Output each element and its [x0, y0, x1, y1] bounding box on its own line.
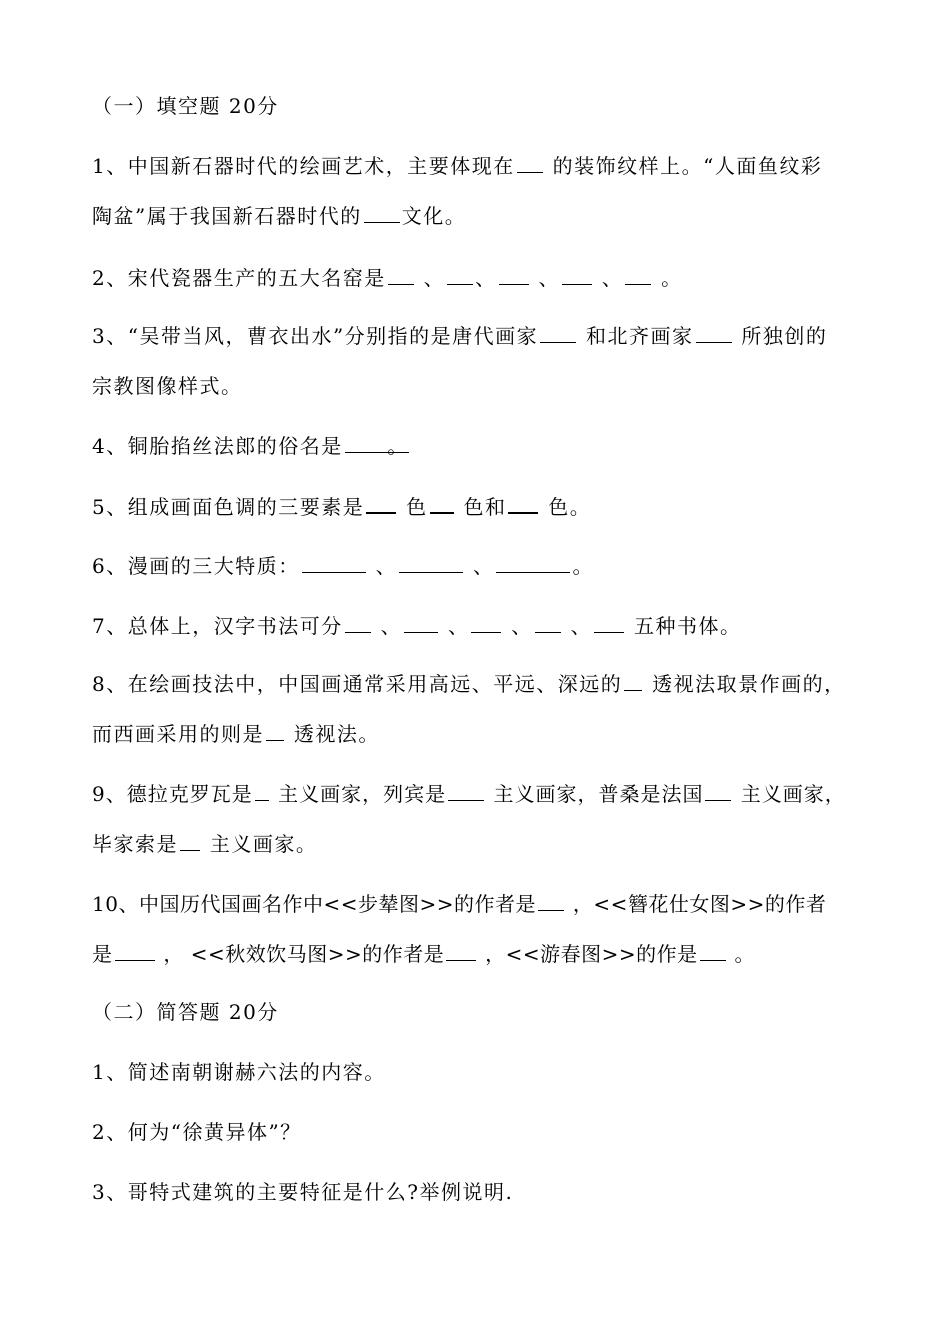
q9-text-f: 主义画家。 [202, 832, 318, 856]
q7-end: 五种书体。 [626, 614, 742, 638]
q6-end: 。 [572, 554, 594, 578]
q1-text-a: 1、中国新石器时代的绘画艺术，主要体现在 [92, 154, 515, 178]
q6-blank-1[interactable] [302, 552, 366, 573]
q6-blank-2[interactable] [399, 552, 463, 573]
q1-text-c: 陶盆”属于我国新石器时代的 [92, 204, 362, 228]
q7-sep-3: 、 [503, 614, 533, 638]
q5-text-b: 色 [398, 495, 428, 519]
q8-blank-1[interactable] [624, 670, 642, 691]
q5-blank-2[interactable] [430, 492, 454, 514]
q9-blank-3[interactable] [705, 780, 731, 801]
q2-sep-1: 、 [415, 266, 446, 290]
q6-sep-1: 、 [367, 554, 398, 578]
q10-text-c: 是 [92, 942, 113, 966]
q5-blank-1[interactable] [366, 492, 396, 514]
q2-sep-3: 、 [530, 266, 560, 290]
q4-text-a: 4、铜胎掐丝法郎的俗名是 [92, 434, 343, 458]
q7-blank-2[interactable] [404, 612, 438, 633]
q5-blank-3[interactable] [508, 492, 538, 514]
q10-text-b: ，<<簪花仕女图>>的作者 [565, 892, 827, 916]
section-heading-fill-blank: （一）填空题 20分 [92, 94, 279, 118]
q2-blank-3[interactable] [499, 264, 529, 285]
q7-sep-2: 、 [440, 614, 470, 638]
q10-blank-1[interactable] [538, 890, 564, 911]
q2-sep-4: 、 [593, 266, 624, 290]
q2-blank-5[interactable] [625, 264, 651, 285]
q6-sep-2: 、 [465, 554, 495, 578]
question-3-line-1 [92, 322, 827, 350]
q10-text-f: 。 [727, 942, 755, 966]
question-6 [92, 552, 594, 580]
question-5 [92, 492, 591, 521]
q2-blank-2[interactable] [447, 264, 473, 285]
q5-text-c: 色和 [455, 495, 507, 519]
q4-blank-1[interactable]: 。 [345, 432, 409, 453]
question-10-line-1 [92, 890, 826, 918]
q3-blank-2[interactable] [696, 322, 732, 343]
q1-blank-2[interactable] [364, 202, 400, 223]
q2-end: 。 [653, 266, 683, 290]
q9-blank-2[interactable] [448, 780, 484, 801]
q2-text-a: 2、宋代瓷器生产的五大名窑是 [92, 266, 386, 290]
short-answer-2: 2、何为“徐黄异体”？ [92, 1120, 302, 1144]
q1-blank-1[interactable] [517, 152, 543, 173]
q3-blank-1[interactable] [540, 322, 576, 343]
q9-blank-4[interactable] [180, 830, 200, 851]
q1-text-d: 文化。 [401, 204, 467, 228]
q8-text-d: 透视法。 [286, 722, 380, 746]
question-2 [92, 264, 683, 292]
q9-blank-1[interactable] [255, 780, 269, 801]
question-1-line-1 [92, 152, 822, 180]
question-10-line-2 [92, 940, 755, 968]
q2-blank-4[interactable] [562, 264, 592, 285]
q10-text-a: 10、中国历代国画名作中<<步辇图>>的作者是 [92, 892, 536, 916]
q8-text-b: 透视法取景作画的， [644, 672, 846, 696]
short-answer-3: 3、哥特式建筑的主要特征是什么?举例说明. [92, 1180, 514, 1204]
q9-text-e: 毕家索是 [92, 832, 178, 856]
q8-text-a: 8、在绘画技法中，中国画通常采用高远、平远、深远的 [92, 672, 623, 696]
q8-blank-2[interactable] [266, 720, 284, 741]
section-heading-short-answer: （二）简答题 20分 [92, 1000, 279, 1024]
question-8-line-1 [92, 670, 846, 698]
question-4 [92, 432, 411, 460]
question-9-line-1 [92, 780, 846, 808]
q10-blank-2[interactable] [115, 940, 155, 961]
q3-text-b: 和北齐画家 [578, 324, 694, 348]
q5-text-d: 色。 [540, 495, 592, 519]
q7-blank-4[interactable] [535, 612, 561, 633]
q10-blank-3[interactable] [446, 940, 476, 961]
q3-text-a: 3、“吴带当风，曹衣出水”分别指的是唐代画家 [92, 324, 539, 348]
q7-blank-5[interactable] [594, 612, 624, 633]
question-3-line-2: 宗教图像样式。 [92, 374, 243, 398]
q10-text-d: ， <<秋效饮马图>>的作者是 [156, 942, 445, 966]
q7-sep-1: 、 [372, 614, 403, 638]
q9-text-a: 9、德拉克罗瓦是 [92, 782, 253, 806]
q7-text-a: 7、总体上，汉字书法可分 [92, 614, 343, 638]
q9-text-c: 主义画家，普桑是法国 [486, 782, 704, 806]
question-9-line-2 [92, 830, 317, 858]
q2-sep-2: 、 [475, 266, 497, 290]
question-1-line-2 [92, 202, 466, 230]
q9-text-d: 主义画家， [733, 782, 846, 806]
q8-text-c: 而西画采用的则是 [92, 722, 264, 746]
q6-blank-3[interactable] [496, 552, 570, 573]
q10-text-e: ，<<游春图>>的作是 [478, 942, 698, 966]
q6-text-a: 6、漫画的三大特质： [92, 554, 300, 578]
question-8-line-2 [92, 720, 380, 748]
q3-text-c: 所独创的 [733, 324, 828, 348]
question-7 [92, 612, 742, 640]
q5-text-a: 5、组成画面色调的三要素是 [92, 495, 365, 519]
q1-text-b: 的装饰纹样上。“人面鱼纹彩 [544, 154, 823, 178]
short-answer-1: 1、简述南朝谢赫六法的内容。 [92, 1060, 386, 1084]
q9-text-b: 主义画家，列宾是 [270, 782, 447, 806]
q7-sep-4: 、 [562, 614, 593, 638]
q7-blank-1[interactable] [345, 612, 371, 633]
q7-blank-3[interactable] [471, 612, 501, 633]
q2-blank-1[interactable] [388, 264, 414, 285]
q10-blank-4[interactable] [700, 940, 726, 961]
